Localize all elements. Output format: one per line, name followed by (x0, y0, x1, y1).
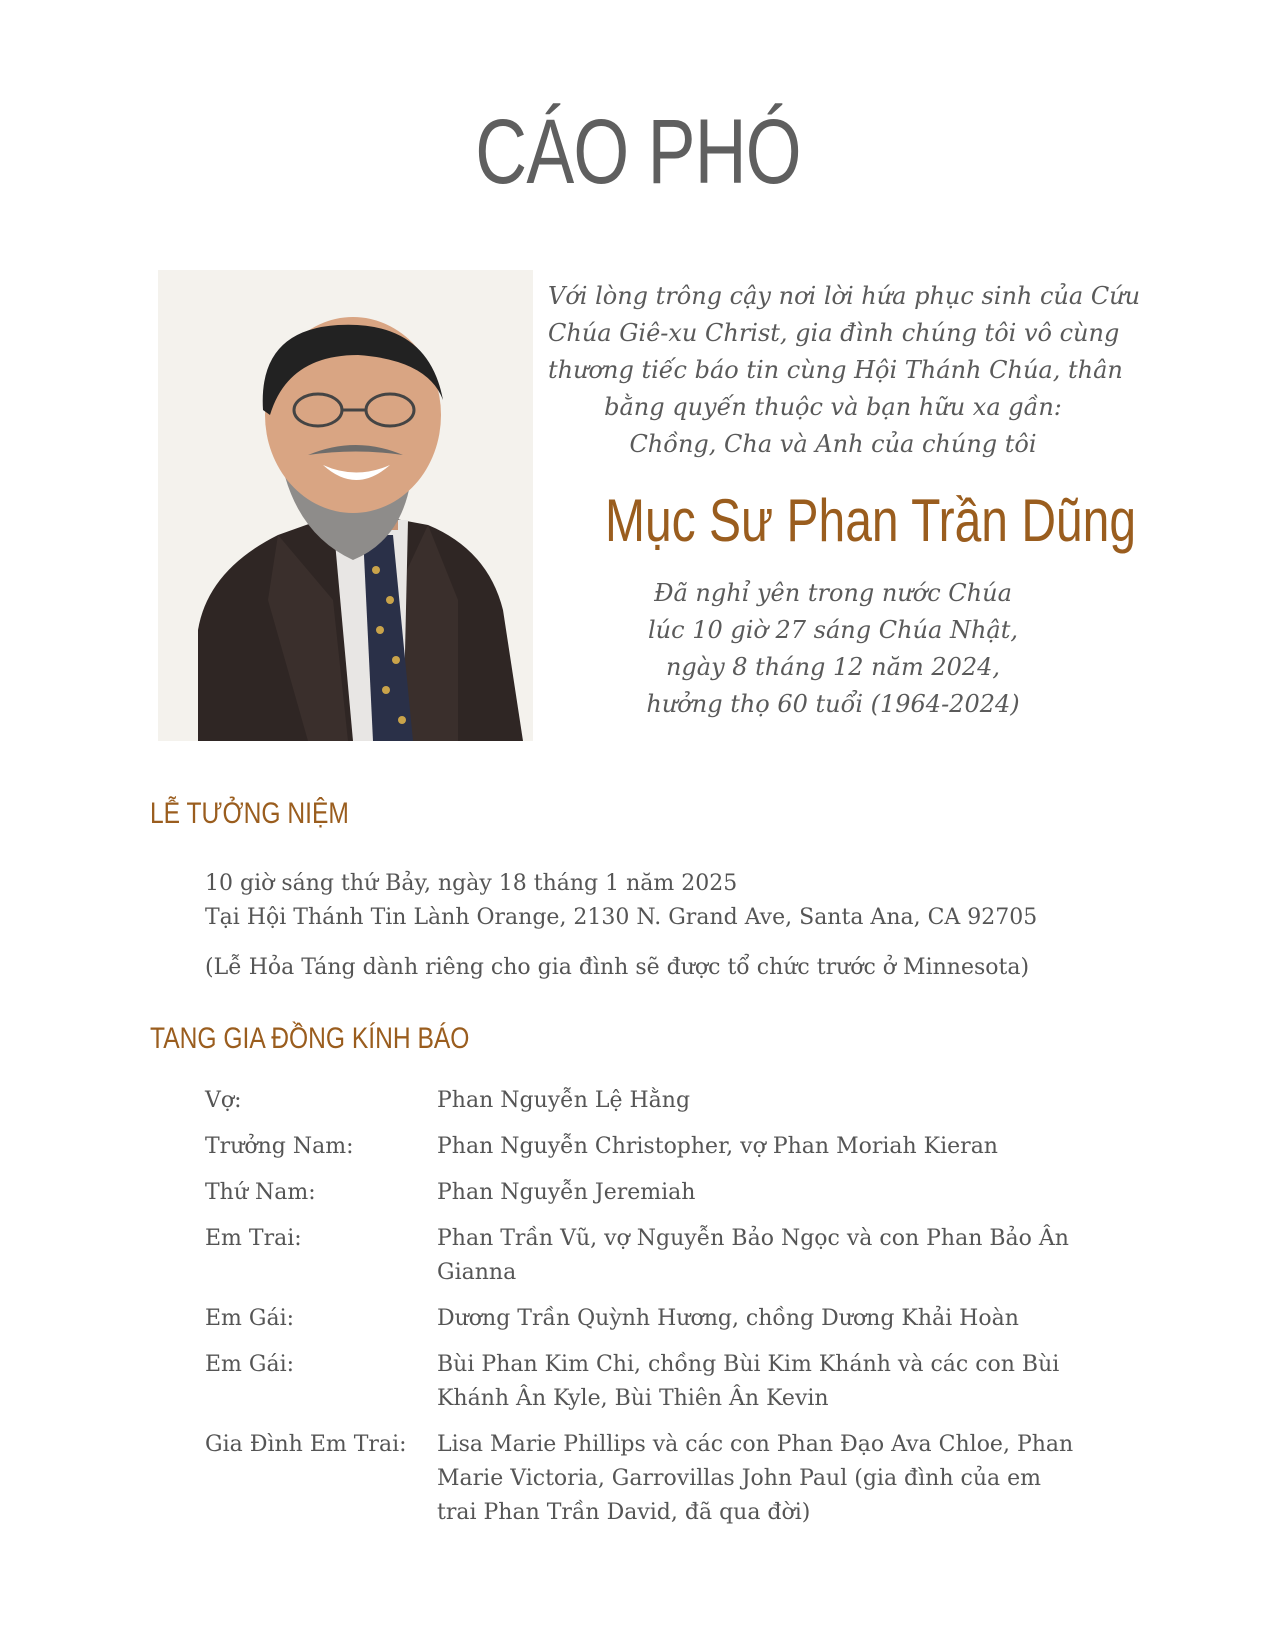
family-names: Phan Nguyễn Lệ Hằng (437, 1088, 691, 1113)
portrait-photo (158, 270, 533, 741)
family-relation: Thứ Nam: (205, 1180, 316, 1205)
passing-line: lúc 10 giờ 27 sáng Chúa Nhật, (648, 616, 1018, 644)
family-row (205, 1222, 1105, 1290)
passing-details (548, 575, 1118, 723)
family-row (205, 1176, 1105, 1210)
memorial-details (205, 867, 1105, 985)
family-relation: Vợ: (205, 1088, 242, 1113)
deceased-name: Mục Sư Phan Trần Dũng (605, 487, 1137, 554)
family-relation: Em Gái: (205, 1306, 295, 1331)
memorial-note: (Lễ Hỏa Táng dành riêng cho gia đình sẽ được tổ chức trước ở Minnesota) (205, 955, 1030, 980)
family-row (205, 1302, 1105, 1336)
family-names: Lisa Marie Phillips và các con Phan Đạo Ava Chloe, Phan Marie Victoria, Garrovillas John Paul (gia đình của em trai Phan Trần David, đã qua đời) (437, 1432, 1074, 1525)
family-row (205, 1084, 1105, 1118)
intro-line: Chồng, Cha và Anh của chúng tôi (629, 430, 1037, 458)
intro-line: bằng quyến thuộc và bạn hữu xa gần: (604, 393, 1062, 421)
family-relation: Trưởng Nam: (205, 1134, 354, 1159)
family-row (205, 1348, 1105, 1416)
family-names: Phan Trần Vũ, vợ Nguyễn Bảo Ngọc và con Phan Bảo Ân Gianna (437, 1226, 1069, 1285)
intro-line: Với lòng trông cậy nơi lời hứa phục sinh của Cứu (548, 282, 1141, 310)
family-relation: Gia Đình Em Trai: (205, 1432, 407, 1457)
passing-line: Đã nghỉ yên trong nước Chúa (654, 579, 1012, 607)
family-names: Dương Trần Quỳnh Hương, chồng Dương Khải Hoàn (437, 1306, 1019, 1331)
intro-line: thương tiếc báo tin cùng Hội Thánh Chúa, thân (548, 356, 1123, 384)
memorial-time: 10 giờ sáng thứ Bảy, ngày 18 tháng 1 năm 2025 (205, 871, 738, 896)
family-row (205, 1428, 1105, 1530)
family-list (205, 1084, 1105, 1542)
passing-line: hưởng thọ 60 tuổi (1964-2024) (646, 690, 1020, 718)
memorial-heading: LỄ TƯỞNG NIỆM (150, 797, 349, 830)
family-relation: Em Gái: (205, 1352, 295, 1377)
page-title: CÁO PHÓ (475, 101, 801, 203)
announcement-intro (548, 278, 1141, 463)
intro-line: Chúa Giê-xu Christ, gia đình chúng tôi vô cùng (548, 319, 1120, 347)
family-names: Phan Nguyễn Jeremiah (437, 1180, 696, 1205)
passing-line: ngày 8 tháng 12 năm 2024, (665, 653, 1001, 681)
portrait-illustration (158, 270, 533, 741)
family-row (205, 1130, 1105, 1164)
family-relation: Em Trai: (205, 1226, 302, 1251)
family-heading: TANG GIA ĐỒNG KÍNH BÁO (150, 1022, 470, 1055)
family-names: Phan Nguyễn Christopher, vợ Phan Moriah Kieran (437, 1134, 998, 1159)
memorial-place: Tại Hội Thánh Tin Lành Orange, 2130 N. Grand Ave, Santa Ana, CA 92705 (205, 905, 1038, 930)
family-names: Bùi Phan Kim Chi, chồng Bùi Kim Khánh và các con Bùi Khánh Ân Kyle, Bùi Thiên Ân Kevin (437, 1352, 1060, 1411)
